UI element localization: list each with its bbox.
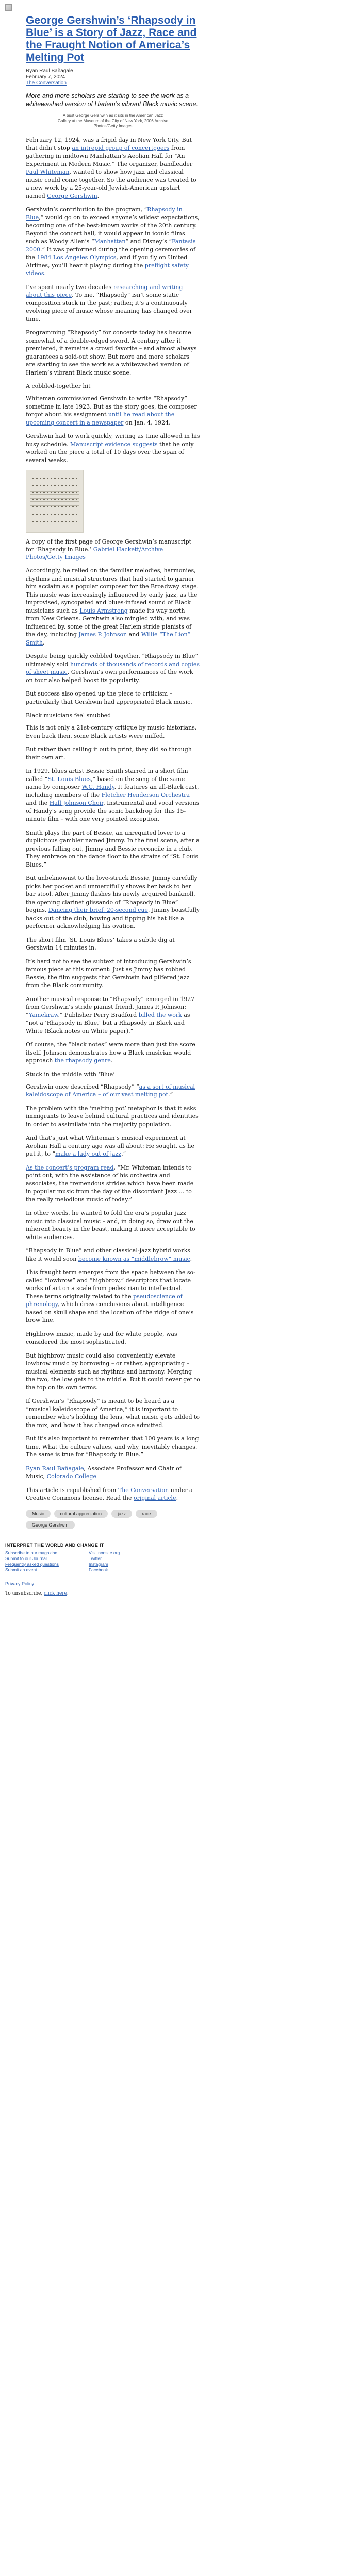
footer-link-twitter[interactable]: Twitter: [88, 1555, 102, 1561]
link-phrenology[interactable]: pseudoscience of phrenology: [26, 1293, 183, 1308]
subhead-snubbed: Black musicians feel snubbed: [26, 712, 111, 719]
link-louis-armstrong[interactable]: Louis Armstrong: [79, 607, 128, 614]
subhead-cobbled: A cobbled-together hit: [26, 383, 91, 389]
footer-column-1: [5, 1550, 59, 1573]
link-hall-johnson[interactable]: Hall Johnson Choir: [49, 800, 104, 806]
footer-link-subscribe[interactable]: Subscribe to our magazine: [5, 1550, 58, 1555]
link-rhapsody-genre[interactable]: the rhapsody genre: [54, 1057, 111, 1064]
paragraph-20: The problem with the ‘melting pot’ metaphor is that it asks immigrants to leave behind cultural practices and identities in order to assimilate into the majority population.: [26, 1105, 199, 1128]
link-james-p-johnson[interactable]: James P. Johnson: [78, 631, 127, 638]
link-fletcher-henderson[interactable]: Fletcher Henderson Orchestra: [101, 791, 190, 799]
paragraph-13: Smith plays the part of Bessie, an unrequited lover to a duplicitous gambler named Jimmy. In the final scene, after a previous falling out, Jimmy and Bessie reconcile in a club. They embrace on the dance floor to the strains of “St. Louis Blues.”: [26, 829, 200, 868]
link-the-conversation[interactable]: The Conversation: [118, 1486, 169, 1494]
link-photo-credit[interactable]: Gabriel Hackett/Archive Photos/Getty Images: [26, 546, 163, 561]
paragraph-25: This fraught term emerges from the space between the so-called “lowbrow” and “highbrow,” descriptors that locate works of art on a scale from pedestrian to intellectual. These terms originally related to the pseudoscience of phrenology, which drew conclusions about intelligence based on skull shape and the location of the ridge of one’s brow line.: [26, 1269, 195, 1324]
link-research[interactable]: researching and writing about this piece: [26, 283, 183, 298]
tag-music[interactable]: Music: [26, 1510, 51, 1518]
link-george-gershwin[interactable]: George Gershwin: [47, 192, 97, 199]
link-wc-handy[interactable]: W.C. Handy: [81, 784, 114, 790]
link-manuscript-evidence[interactable]: Manuscript evidence suggests: [70, 440, 158, 448]
top-figure: [26, 113, 200, 129]
paragraph-18: Of course, the “black notes” were more than just the score itself. Johnson demonstrates how a Black musician would approach the rhapsody genre.: [26, 1041, 195, 1064]
link-original-article[interactable]: original article: [134, 1495, 176, 1501]
footer-link-faq[interactable]: Frequently asked questions: [5, 1561, 59, 1567]
paragraph-4: Programming “Rhapsody” for concerts today has become somewhat of a double-edged sword. A century after it premiered, it remains a crowd favorite – and almost always guarantees a sold-out show. But more and more scholars are starting to see the work as a whitewashed version of Harlem’s vibrant Black music scene.: [26, 329, 197, 376]
tag-george-gershwin[interactable]: George Gershwin: [26, 1521, 75, 1529]
paragraph-16: It’s hard not to see the subtext of introducing Gershwin’s famous piece at this moment: Just as Jimmy has robbed Bessie, the film suggests that Gershwin had pilfered jazz from the Black community.: [26, 958, 191, 989]
link-melting-pot[interactable]: as a sort of musical kaleidoscope of America – of our vast melting pot: [26, 1083, 195, 1098]
link-fantasia[interactable]: Fantasia 2000: [26, 238, 196, 253]
author-bio: Ryan Raul Bañagale, Associate Professor and Chair of Music, Colorado College: [26, 1465, 182, 1480]
link-st-louis-blues[interactable]: St. Louis Blues: [47, 775, 91, 783]
link-concertgoers[interactable]: an intrepid group of concertgoers: [72, 144, 170, 151]
author-name: Ryan Raul Bañagale: [26, 68, 73, 74]
paragraph-12: In 1929, blues artist Bessie Smith starred in a short film called “St. Louis Blues,” based on the song of the same name by composer W.C. Handy. It features an all-Black cast, including members of the Fletcher Henderson Orchestra and the Hall Johnson Choir. Instrumental and vocal versions of Handy’s song provide the sonic backdrop for this 15-minute film – with one very pointed exception.: [26, 768, 200, 822]
footer-link-submit-journal[interactable]: Submit to our Journal: [5, 1555, 47, 1561]
link-paul-whiteman[interactable]: Paul Whiteman: [26, 168, 70, 175]
paragraph-19: Gershwin once described “Rhapsody” “as a sort of musical kaleidoscope of America – of our vast melting pot.”: [26, 1083, 195, 1098]
link-newspaper[interactable]: until he read about the upcoming concert in a newspaper: [26, 411, 175, 426]
top-figure-caption: A bust George Gershwin as it sits in the American Jazz Gallery at the Museum of the City of New York, 2006 Archive Photos/Getty Images: [57, 113, 169, 128]
byline: [26, 68, 200, 87]
link-rhapsody[interactable]: Rhapsody in Blue: [26, 206, 183, 221]
link-yamekraw[interactable]: Yamekraw: [28, 1011, 58, 1019]
manuscript-caption: A copy of the first page of George Gershwin’s manuscript for ‘Rhapsody in Blue.’ Gabriel Hackett/Archive Photos/Getty Images: [26, 538, 192, 561]
link-safety-videos[interactable]: preflight safety videos: [26, 262, 189, 277]
paragraph-10: This is not only a 21st-century critique by music historians. Even back then, some Black artists were miffed.: [26, 724, 197, 739]
link-records[interactable]: hundreds of thousands of records and copies of sheet music: [26, 660, 200, 675]
link-colorado-college[interactable]: Colorado College: [46, 1473, 96, 1480]
tag-list: [26, 1510, 200, 1529]
link-author[interactable]: Ryan Raul Bañagale: [26, 1465, 84, 1472]
paragraph-23: In other words, he wanted to fold the era’s popular jazz music into classical music – and, in doing so, draw out the inherent beauty in the beast, making it more acceptable to white audiences.: [26, 1210, 195, 1241]
article: [26, 14, 200, 1529]
paragraph-11: But rather than calling it out in print, they did so through their own art.: [26, 746, 192, 761]
paragraph-5: Whiteman commissioned Gershwin to write “Rhapsody” sometime in late 1923. But as the story goes, the composer forgot about his assignment until he read about the upcoming concert in a newspaper on Jan. 4, 1924.: [26, 395, 197, 426]
footer-link-submit-event[interactable]: Submit an event: [5, 1567, 37, 1572]
footer-link-instagram[interactable]: Instagram: [88, 1561, 108, 1567]
link-dancing-cue[interactable]: Dancing their brief, 20-second cue: [48, 907, 148, 913]
paragraph-17: Another musical response to “Rhapsody” emerged in 1927 from Gershwin’s stride pianist friend, James P. Johnson: “Yamekraw.” Publisher Perry Bradford billed the work as “not a ‘Rhapsody in Blue,’ but a Rhapsody in Black and White (Black notes on White paper).”: [26, 995, 195, 1035]
privacy-policy-link[interactable]: Privacy Policy: [5, 1581, 35, 1586]
license-note: This article is republished from The Conversation under a Creative Commons license. Read the original article.: [26, 1486, 193, 1501]
footer-link-nonsite[interactable]: Visit nonsite.org: [88, 1550, 120, 1555]
footer-tagline: INTERPRET THE WORLD AND CHANGE IT: [5, 1542, 104, 1548]
article-title[interactable]: George Gershwin’s ‘Rhapsody in Blue’ is a Story of Jazz, Race and the Fraught Notion of America’s Melting Pot: [26, 14, 197, 63]
paragraph-3: I’ve spent nearly two decades researching and writing about this piece. To me, “Rhapsody” isn’t some static composition stuck in the past; rather, it’s a continuously evolving piece of music whose meaning has changed over time.: [26, 283, 192, 323]
top-bar: [0, 0, 361, 14]
paragraph-28: If Gershwin’s “Rhapsody” is meant to be heard as a “musical kaleidoscope of America,” it is important to remember who’s holding the lens, what music gets added to the mix, and how it has changed once admitted.: [26, 1398, 200, 1429]
paragraph-6: Gershwin had to work quickly, writing as time allowed in his busy schedule. Manuscript evidence suggests that he only worked on the piece a total of 10 days over the span of several weeks.: [26, 433, 200, 464]
manuscript-image: [26, 470, 84, 533]
tag-race[interactable]: race: [136, 1510, 157, 1518]
paragraph-21: And that’s just what Whiteman’s musical experiment at Aeolian Hall a century ago was all about: He sought, as he put it, to “make a lady out of jazz.”: [26, 1134, 194, 1157]
paragraph-24: “Rhapsody in Blue” and other classical-jazz hybrid works like it would soon become known as “middlebrow” music.: [26, 1247, 192, 1262]
broken-image-icon: [5, 4, 12, 11]
link-billed-work[interactable]: billed the work: [138, 1011, 182, 1019]
footer-column-2: [89, 1550, 120, 1573]
footer: [0, 1543, 361, 1596]
publish-date: February 7, 2024: [26, 74, 65, 80]
link-lady-of-jazz[interactable]: make a lady out of jazz: [55, 1150, 122, 1157]
paragraph-29: But it’s also important to remember that 100 years is a long time. What the culture values, and why, inevitably changes. The same is true for “Rhapsody in Blue.”: [26, 1435, 199, 1458]
paragraph-27: But highbrow music could also conveniently elevate lowbrow music by borrowing – or rather, appropriating – musical elements such as rhythms and harmony. Merging the two, the low gets to the middle. But it could never get to the top on its own terms.: [26, 1352, 200, 1391]
paragraph-22: As the concert’s program read, “Mr. Whiteman intends to point out, with the assistance of his orchestra and associates, the tremendous strides which have been made in popular music from the day of the discordant Jazz … to the really melodious music of today.”: [26, 1164, 194, 1203]
tag-jazz[interactable]: jazz: [111, 1510, 132, 1518]
paragraph-14: But unbeknownst to the love-struck Bessie, Jimmy carefully picks her pocket and unmercifully shoves her back to her bar stool. After Jimmy flashes his newly acquired banknoll, the opening clarinet glissando of “Rhapsody in Blue” begins. Dancing their brief, 20-second cue, Jimmy boastfully backs out of the club, bowing and tipping his hat like a performer acknowledging his ovation.: [26, 875, 200, 929]
paragraph-2: Gershwin’s contribution to the program, “Rhapsody in Blue,” would go on to exceed anyone’s wildest expectations, becoming one of the best-known works of the 20th century. Beyond the concert hall, it would appear in iconic films such as Woody Allen’s “Manhattan” and Disney’s “Fantasia 2000.” It was performed during the opening ceremonies of the 1984 Los Angeles Olympics, and if you fly on United Airlines, you’ll hear it playing during the preflight safety videos.: [26, 206, 200, 277]
paragraph-15: The short film ‘St. Louis Blues’ takes a subtle dig at Gershwin 14 minutes in.: [26, 936, 175, 951]
paragraph-8: Despite being quickly cobbled together, “Rhapsody in Blue” ultimately sold hundreds of thousands of records and copies of sheet music. Gershwin’s own performances of the work on tour also helped boost its popularity.: [26, 653, 200, 684]
link-concert-program[interactable]: As the concert’s program read: [26, 1164, 114, 1171]
paragraph-26: Highbrow music, made by and for white people, was considered the most sophisticated.: [26, 1330, 177, 1345]
unsubscribe-line: To unsubscribe, click here.: [5, 1590, 69, 1596]
paragraph-1: February 12, 1924, was a frigid day in New York City. But that didn’t stop an intrepid group of concertgoers from gathering in midtown Manhattan’s Aeolian Hall for “An Experiment in Modern Music.” The organizer, bandleader Paul Whiteman, wanted to show how jazz and classical music could come together. So the audience was treated to a new work by a 25-year-old Jewish-American upstart named George Gershwin.: [26, 137, 196, 199]
footer-link-facebook[interactable]: Facebook: [88, 1567, 108, 1572]
article-dek: More and more scholars are starting to see the work as a whitewashed version of Harlem’s vibrant Black music scene.: [26, 92, 198, 108]
tag-cultural-appreciation[interactable]: cultural appreciation: [54, 1510, 108, 1518]
link-manhattan[interactable]: Manhattan: [94, 238, 126, 245]
subhead-middle: Stuck in the middle with ‘Blue’: [26, 1071, 115, 1078]
link-middlebrow[interactable]: become known as “middlebrow” music: [78, 1255, 190, 1262]
unsubscribe-link[interactable]: click here: [44, 1590, 67, 1596]
link-willie-smith[interactable]: Willie “The Lion” Smith: [26, 631, 191, 646]
publication-link[interactable]: The Conversation: [26, 80, 67, 86]
paragraph-9: But success also opened up the piece to criticism – particularly that Gershwin had appropriated Black music.: [26, 690, 192, 705]
link-olympics[interactable]: 1984 Los Angeles Olympics: [37, 254, 117, 261]
paragraph-7: Accordingly, he relied on the familiar melodies, harmonies, rhythms and musical structures that had started to garner him acclaim as a popular composer for the Broadway stage. This music was increasingly influenced by early jazz, as the improvised, syncopated and blues-infused sound of Black musicians such as Louis Armstrong made its way north from New Orleans. Gershwin also mingled with, and was influenced by, some of the great Harlem stride pianists of the day, including James P. Johnson and Willie “The Lion” Smith.: [26, 567, 199, 646]
